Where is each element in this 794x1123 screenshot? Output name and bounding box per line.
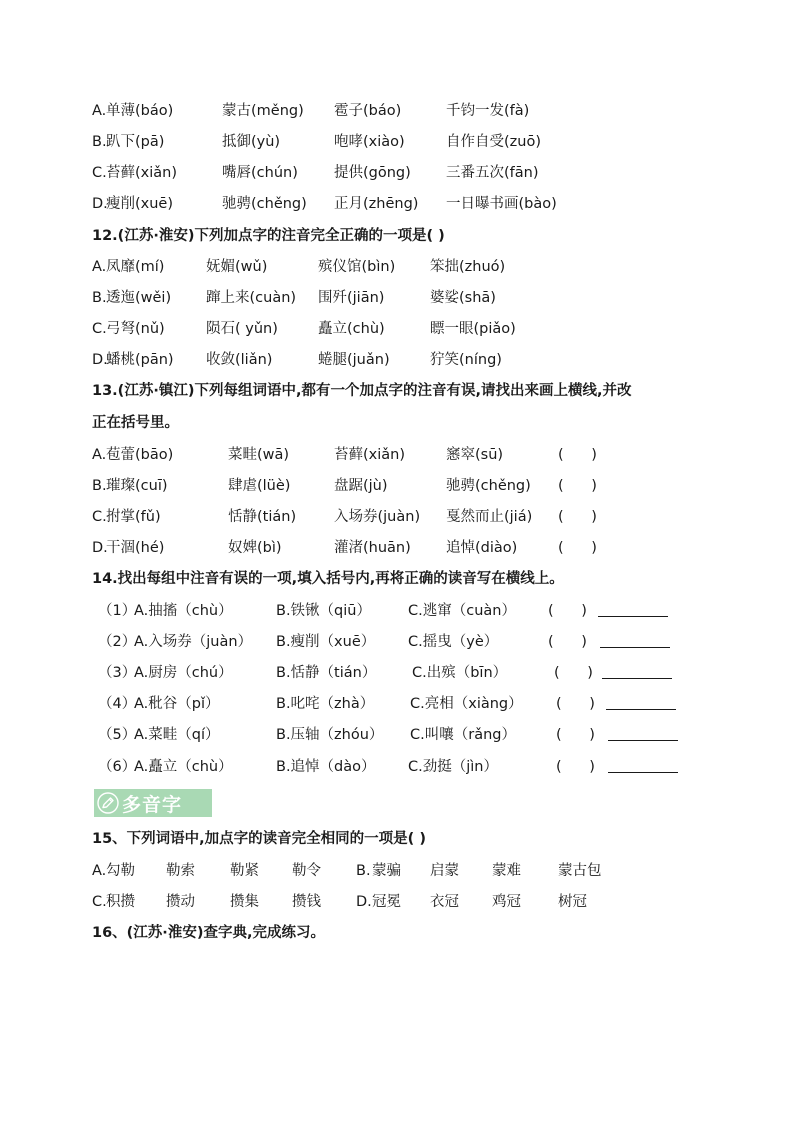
option-word: 积攒 — [106, 894, 135, 910]
option-word: 狞笑(níng) — [430, 352, 502, 368]
option-word: 婆娑(shā) — [430, 290, 496, 306]
option-word: 围歼(jiān) — [318, 290, 385, 306]
option-word: 正月(zhēng) — [334, 196, 419, 212]
option-word: 透迤(wěi) — [106, 290, 172, 306]
answer-parentheses[interactable]: ( ) — [548, 603, 587, 619]
option-word: 蟠桃(pān) — [106, 352, 174, 368]
item-number: （2） — [98, 634, 137, 650]
answer-parentheses[interactable]: ( ) — [558, 447, 597, 463]
option-word: 恬静(tián) — [228, 509, 297, 525]
option-word: 璀璨(cuī) — [106, 478, 168, 494]
option-word: 蒙古(měng) — [222, 103, 304, 119]
item-choice-b: B.瘦削（xuē） — [276, 634, 376, 650]
option-word: 盘踞(jù) — [334, 478, 388, 494]
option-label: D. — [92, 352, 108, 368]
option-word: 苔藓(xiǎn) — [106, 165, 177, 181]
item-choice-a: A.秕谷（pǐ） — [134, 696, 220, 712]
answer-blank-line[interactable] — [608, 772, 678, 773]
item-choice-b: B.恬静（tián） — [276, 665, 377, 681]
item-number: （6） — [98, 759, 137, 775]
option-word: 瞟一眼(piǎo) — [430, 321, 516, 337]
option-word: 千钧一发(fà) — [446, 103, 530, 119]
section-title: 多音字 — [122, 793, 183, 816]
answer-parentheses[interactable]: ( ) — [554, 665, 593, 681]
option-word: 勒索 — [166, 863, 195, 879]
option-word: 攒动 — [166, 894, 195, 910]
option-word: 戛然而止(jiá) — [446, 509, 533, 525]
option-label: A. — [92, 259, 107, 275]
option-word: 蜷腿(juǎn) — [318, 352, 390, 368]
option-word: 三番五次(fān) — [446, 165, 539, 181]
item-number: （4） — [98, 696, 137, 712]
option-word: 追悼(diào) — [446, 540, 518, 556]
item-choice-c: C.摇曳（yè） — [408, 634, 499, 650]
answer-parentheses[interactable]: ( ) — [548, 634, 587, 650]
item-choice-a: A.矗立（chù） — [134, 759, 233, 775]
item-choice-a: A.菜畦（qí） — [134, 727, 220, 743]
option-label: A. — [92, 103, 107, 119]
option-word: 攒集 — [230, 894, 259, 910]
option-word: 勒令 — [292, 863, 321, 879]
item-number: （5） — [98, 727, 137, 743]
option-word: 入场券(juàn) — [334, 509, 421, 525]
option-word: 矗立(chù) — [318, 321, 385, 337]
answer-blank-line[interactable] — [602, 678, 672, 679]
item-choice-b: B.铁锹（qiū） — [276, 603, 371, 619]
option-word: 蒙骗 — [372, 863, 401, 879]
option-word: 勒紧 — [230, 863, 259, 879]
option-word: 攒钱 — [292, 894, 321, 910]
option-word: 咆哮(xiào) — [334, 134, 405, 150]
item-choice-c: C.叫嚷（rǎng） — [410, 727, 516, 743]
option-word: 蒙古包 — [558, 863, 602, 879]
option-word: 自作自受(zuō) — [446, 134, 541, 150]
item-choice-c: C.逃窜（cuàn） — [408, 603, 516, 619]
item-choice-b: B.追悼（dào） — [276, 759, 376, 775]
option-word: 苔藓(xiǎn) — [334, 447, 405, 463]
item-number: （1） — [98, 603, 137, 619]
option-word: 驰骋(chěng) — [446, 478, 531, 494]
option-label: B. — [92, 478, 107, 494]
option-word: 单薄(báo) — [106, 103, 174, 119]
option-word: 弓弩(nǔ) — [106, 321, 165, 337]
answer-parentheses[interactable]: ( ) — [558, 478, 597, 494]
option-word: 嘴唇(chún) — [222, 165, 298, 181]
option-word: 蒙难 — [492, 863, 521, 879]
option-word: 启蒙 — [430, 863, 459, 879]
option-label: C. — [92, 321, 107, 337]
item-choice-a: A.抽搐（chù） — [134, 603, 233, 619]
option-word: 抵御(yù) — [222, 134, 281, 150]
item-choice-c: C.劲挺（jìn） — [408, 759, 498, 775]
q15-stem: 15、下列词语中,加点字的读音完全相同的一项是( ) — [92, 831, 426, 847]
option-label: D. — [92, 540, 108, 556]
option-word: 妩媚(wǔ) — [206, 259, 268, 275]
q16-stem: 16、(江苏·淮安)查字典,完成练习。 — [92, 925, 325, 941]
option-word: 菜畦(wā) — [228, 447, 290, 463]
option-label: C. — [92, 894, 107, 910]
item-number: （3） — [98, 665, 137, 681]
pencil-icon — [94, 789, 122, 817]
option-label: B. — [92, 134, 107, 150]
option-word: 蹿上来(cuàn) — [206, 290, 297, 306]
answer-blank-line[interactable] — [606, 709, 676, 710]
option-word: 驰骋(chěng) — [222, 196, 307, 212]
option-word: 衣冠 — [430, 894, 459, 910]
option-word: 笨拙(zhuó) — [430, 259, 506, 275]
option-word: 雹子(báo) — [334, 103, 402, 119]
q14-stem: 14.找出每组中注音有误的一项,填入括号内,再将正确的读音写在横线上。 — [92, 571, 564, 587]
option-word: 收敛(liǎn) — [206, 352, 273, 368]
option-label: A. — [92, 863, 107, 879]
item-choice-a: A.入场券（juàn） — [134, 634, 253, 650]
option-word: 窸窣(sū) — [446, 447, 504, 463]
option-label: B. — [92, 290, 107, 306]
answer-parentheses[interactable]: ( ) — [558, 540, 597, 556]
option-word: 奴婢(bì) — [228, 540, 282, 556]
item-choice-c: C.亮相（xiàng） — [410, 696, 523, 712]
answer-parentheses[interactable]: ( ) — [556, 696, 595, 712]
option-word: 殡仪馆(bìn) — [318, 259, 396, 275]
option-label: D. — [92, 196, 108, 212]
option-word: 冠冕 — [372, 894, 401, 910]
option-label: C. — [92, 165, 107, 181]
option-word: 灌渚(huān) — [334, 540, 411, 556]
answer-blank-line[interactable] — [608, 740, 678, 741]
option-word: 苞蕾(bāo) — [106, 447, 174, 463]
option-word: 凤靡(mí) — [106, 259, 165, 275]
option-label: D. — [356, 894, 372, 910]
item-choice-b: B.压轴（zhóu） — [276, 727, 384, 743]
option-word: 瘦削(xuē) — [106, 196, 174, 212]
option-word: 勾勒 — [106, 863, 135, 879]
option-word: 鸡冠 — [492, 894, 521, 910]
q13-stem-line1: 13.(江苏·镇江)下列每组词语中,都有一个加点字的注音有误,请找出来画上横线,并改 — [92, 383, 632, 399]
option-label: C. — [92, 509, 107, 525]
option-word: 提供(gōng) — [334, 165, 411, 181]
answer-parentheses[interactable]: ( ) — [558, 509, 597, 525]
answer-parentheses[interactable]: ( ) — [556, 727, 595, 743]
q12-stem: 12.(江苏·淮安)下列加点字的注音完全正确的一项是( ) — [92, 228, 445, 244]
option-label: B. — [356, 863, 371, 879]
option-word: 肆虐(lüè) — [228, 478, 291, 494]
item-choice-c: C.出殡（bīn） — [412, 665, 508, 681]
option-label: A. — [92, 447, 107, 463]
option-word: 趴下(pā) — [106, 134, 165, 150]
item-choice-a: A.厨房（chú） — [134, 665, 233, 681]
item-choice-b: B.叱咤（zhà） — [276, 696, 375, 712]
answer-blank-line[interactable] — [598, 616, 668, 617]
option-word: 干涸(hé) — [106, 540, 165, 556]
option-word: 树冠 — [558, 894, 587, 910]
section-banner — [94, 789, 212, 817]
option-word: 陨石( yǔn) — [206, 321, 278, 337]
answer-parentheses[interactable]: ( ) — [556, 759, 595, 775]
q13-stem-line2: 正在括号里。 — [92, 415, 179, 431]
option-word: 一日曝书画(bào) — [446, 196, 557, 212]
answer-blank-line[interactable] — [600, 647, 670, 648]
option-word: 拊掌(fǔ) — [106, 509, 161, 525]
